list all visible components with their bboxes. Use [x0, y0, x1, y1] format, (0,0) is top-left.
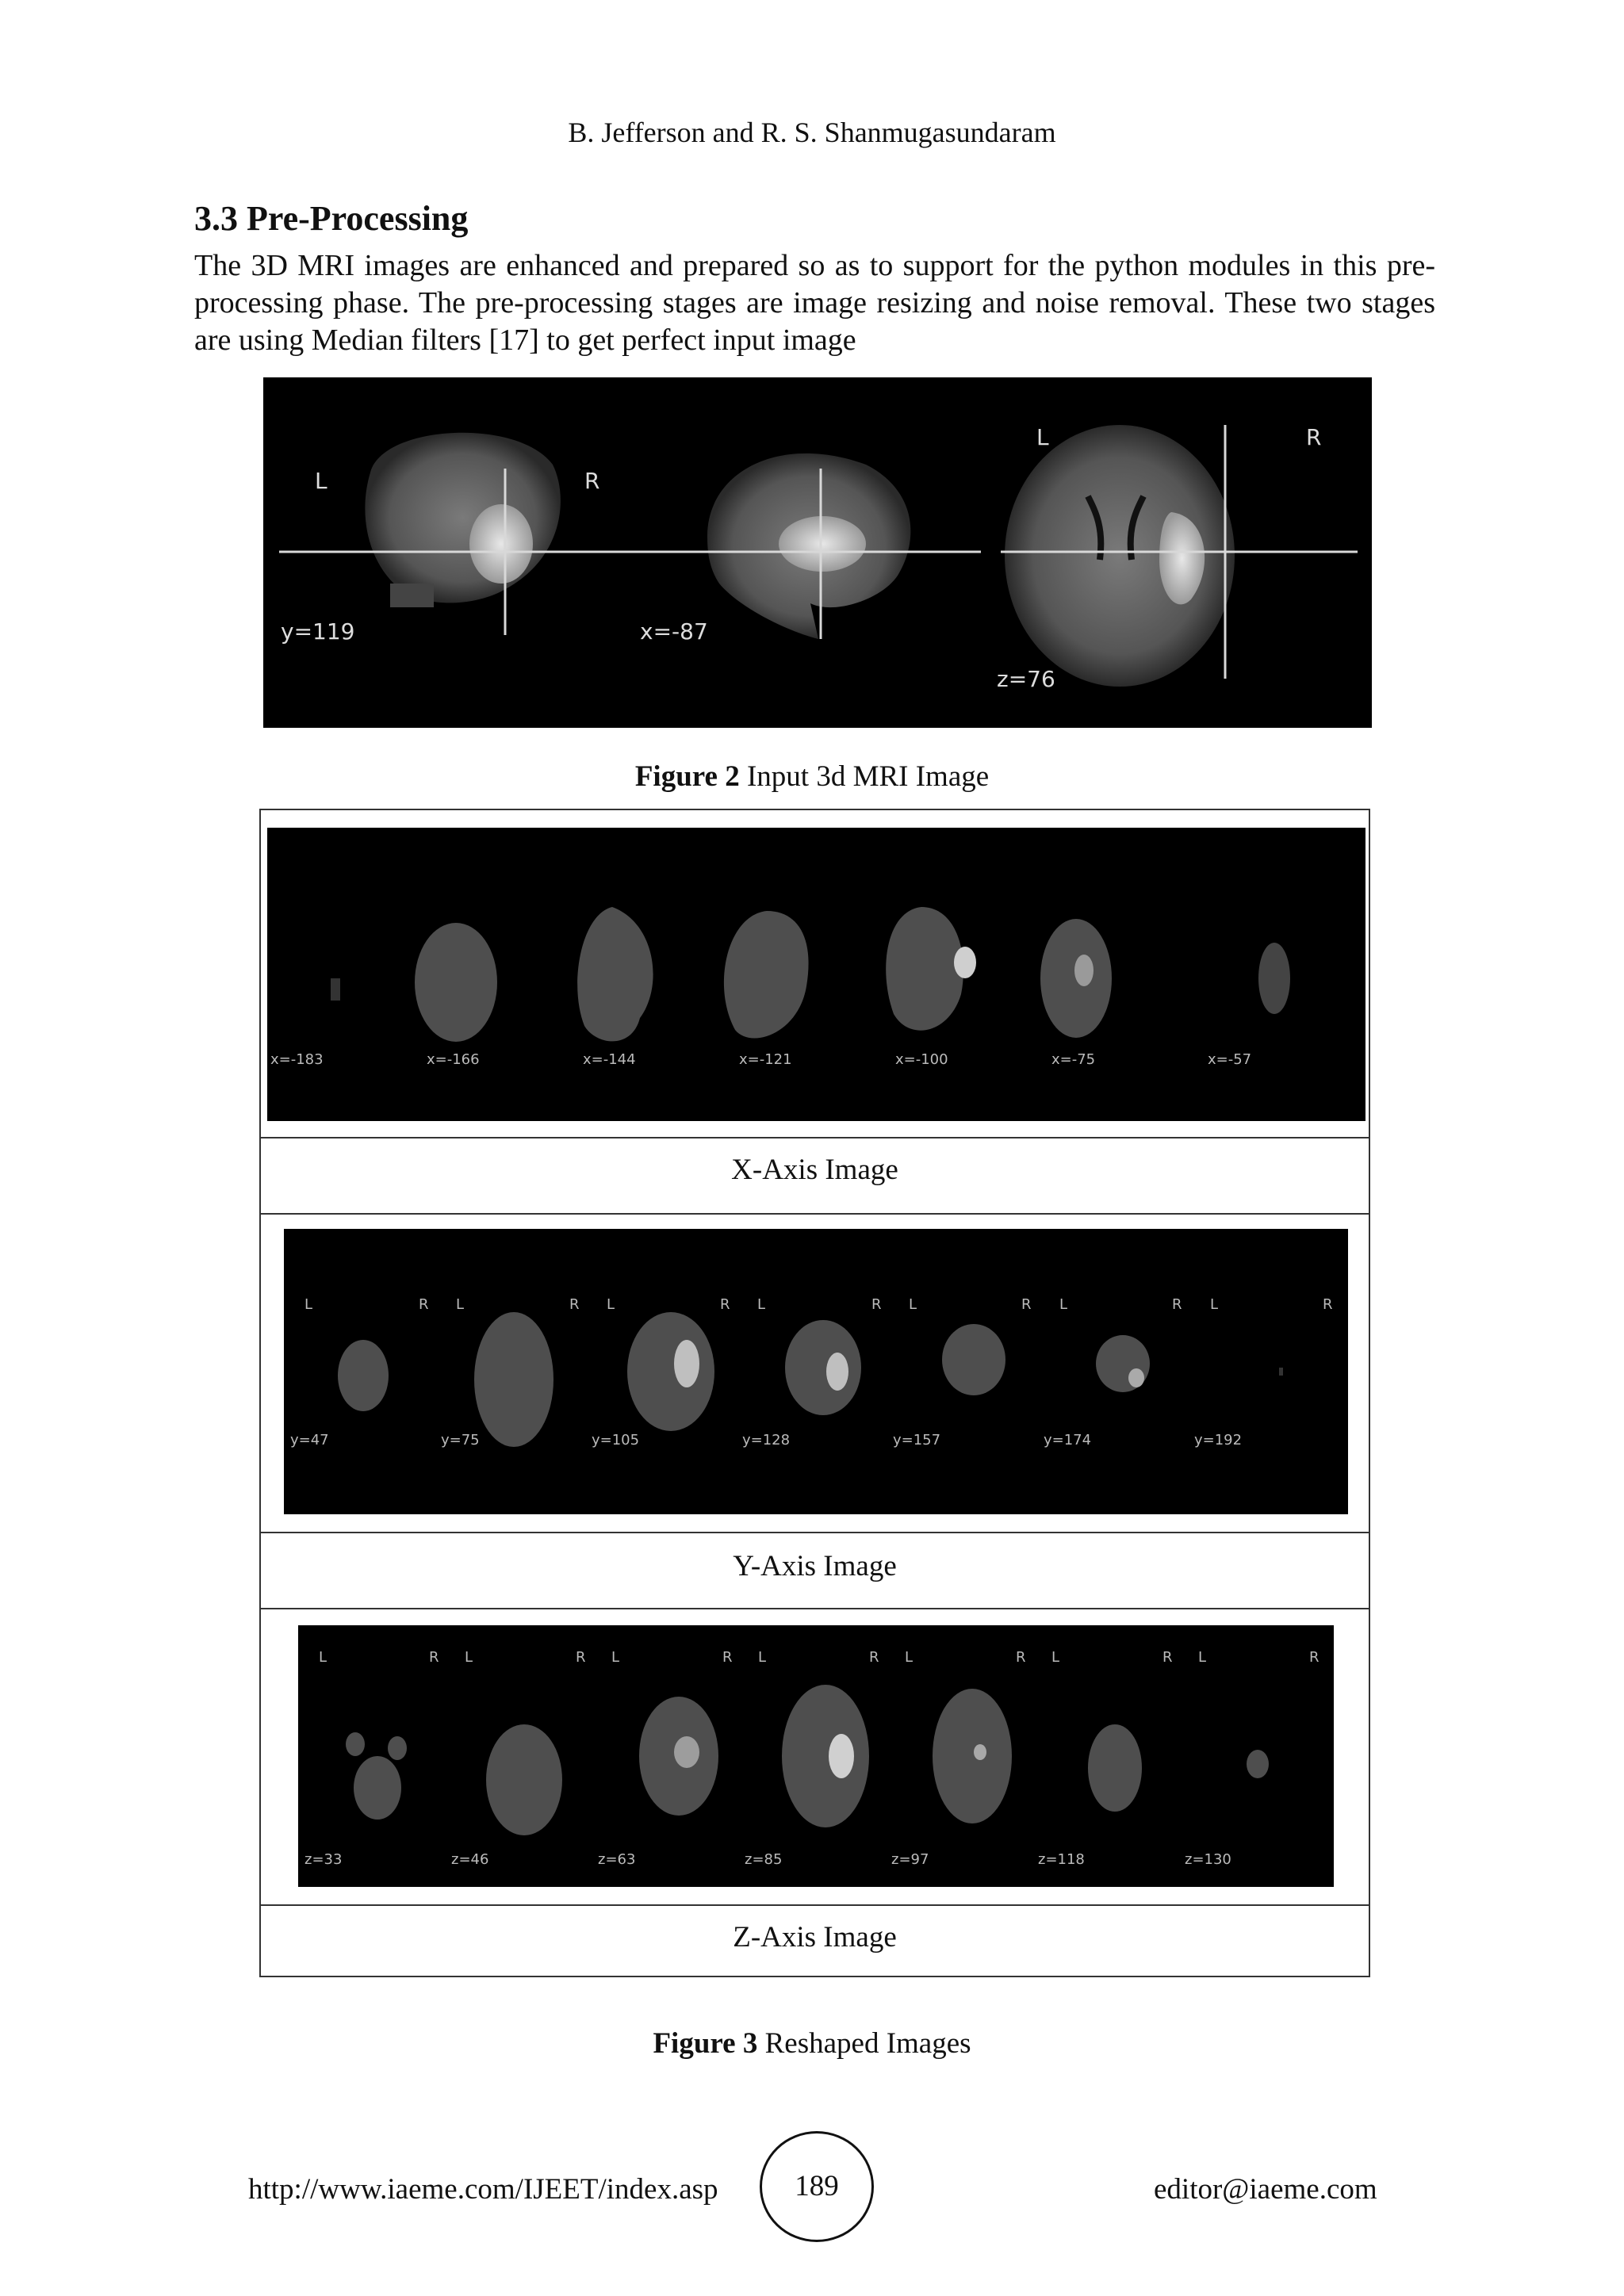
mri-three-plane-view: [263, 377, 1372, 728]
z-axis-slices: [298, 1625, 1334, 1887]
z-slice-label: z=63: [598, 1851, 636, 1868]
z-right-label: R: [1162, 1649, 1173, 1666]
y-slice-label: y=128: [742, 1432, 791, 1448]
body-paragraph: The 3D MRI images are enhanced and prepared so as to support for the python modules in this pre-processing phase. The pre-processing stages are image resizing and noise removal. These two stages are using Median filters [17] to get perfect input image: [194, 249, 1435, 357]
y-left-label: L: [304, 1296, 313, 1313]
y-right-label: R: [419, 1296, 429, 1313]
z-left-label: L: [905, 1649, 914, 1666]
figure-2-image: [263, 377, 1372, 728]
x-axis-slices: [267, 828, 1365, 1121]
z-axis-label: Z-Axis Image: [733, 1921, 897, 1954]
coronal-view: [365, 433, 561, 607]
page-number: 189: [760, 2131, 874, 2242]
z-left-label: L: [611, 1649, 620, 1666]
axial-view: [1005, 425, 1235, 687]
figure-3-table: [259, 809, 1370, 1977]
y-slice-label: y=75: [441, 1432, 480, 1448]
z-right-label: R: [869, 1649, 879, 1666]
y-left-label: L: [456, 1296, 465, 1313]
coronal-coord: y=119: [281, 618, 355, 645]
sagittal-coord: x=-87: [640, 618, 708, 645]
figure-3-label: Figure 3: [653, 2027, 758, 2060]
z-left-label: L: [1051, 1649, 1060, 1666]
z-right-label: R: [576, 1649, 586, 1666]
z-right-label: R: [429, 1649, 439, 1666]
y-right-label: R: [871, 1296, 882, 1313]
y-slice-label: y=47: [290, 1432, 329, 1448]
z-right-label: R: [1016, 1649, 1026, 1666]
y-axis-label: Y-Axis Image: [733, 1550, 897, 1582]
x-slice-label: x=-144: [583, 1051, 636, 1068]
y-right-label: R: [569, 1296, 580, 1313]
footer-url-link[interactable]: http://www.iaeme.com/IJEET/index.asp: [248, 2173, 718, 2206]
y-slice-label: y=105: [592, 1432, 640, 1448]
axial-left-label: L: [1036, 424, 1049, 450]
figure-2-caption: [0, 760, 1624, 794]
figure-3-caption: [0, 2026, 1624, 2061]
z-right-label: R: [1309, 1649, 1320, 1666]
coronal-left-label: L: [315, 468, 327, 494]
y-right-label: R: [720, 1296, 730, 1313]
figure-3-text: Reshaped Images: [757, 2027, 971, 2060]
y-right-label: R: [1323, 1296, 1333, 1313]
y-slice-label: y=157: [893, 1432, 941, 1448]
z-orientation-row: [298, 1649, 1334, 1673]
z-slice-label: z=118: [1038, 1851, 1085, 1868]
section-title: 3.3 Pre-Processing: [194, 199, 469, 238]
y-right-label: R: [1172, 1296, 1182, 1313]
y-orientation-row: [284, 1296, 1348, 1320]
x-slice-label: x=-75: [1051, 1051, 1096, 1068]
y-slice-label: y=192: [1194, 1432, 1243, 1448]
z-left-label: L: [758, 1649, 767, 1666]
z-left-label: L: [465, 1649, 473, 1666]
axial-right-label: R: [1306, 424, 1322, 450]
x-axis-label: X-Axis Image: [731, 1154, 898, 1186]
y-right-label: R: [1021, 1296, 1032, 1313]
x-slice-label: x=-100: [895, 1051, 948, 1068]
x-slice-label: x=-166: [427, 1051, 480, 1068]
x-slice-label: x=-121: [739, 1051, 792, 1068]
sagittal-view: [707, 453, 910, 639]
z-slice-label: z=33: [304, 1851, 343, 1868]
z-slice-label: z=46: [451, 1851, 489, 1868]
coronal-right-label: R: [584, 468, 600, 494]
y-left-label: L: [1210, 1296, 1219, 1313]
y-slice-label: y=174: [1044, 1432, 1092, 1448]
z-right-label: R: [722, 1649, 733, 1666]
z-slice-label: z=130: [1185, 1851, 1231, 1868]
y-left-label: L: [757, 1296, 766, 1313]
y-left-label: L: [607, 1296, 615, 1313]
z-slice-label: z=97: [891, 1851, 929, 1868]
y-left-label: L: [1059, 1296, 1068, 1313]
z-left-label: L: [1198, 1649, 1207, 1666]
axial-coord: z=76: [997, 666, 1055, 692]
z-slice-label: z=85: [745, 1851, 783, 1868]
running-header: B. Jefferson and R. S. Shanmugasundaram: [568, 117, 1056, 148]
y-left-label: L: [909, 1296, 917, 1313]
figure-2-text: Input 3d MRI Image: [739, 760, 990, 793]
z-left-label: L: [319, 1649, 327, 1666]
x-slice-label: x=-57: [1208, 1051, 1252, 1068]
figure-2-label: Figure 2: [634, 760, 740, 793]
x-slice-label: x=-183: [270, 1051, 324, 1068]
y-axis-slices: [284, 1229, 1348, 1514]
footer-email-link[interactable]: editor@iaeme.com: [1154, 2173, 1377, 2206]
